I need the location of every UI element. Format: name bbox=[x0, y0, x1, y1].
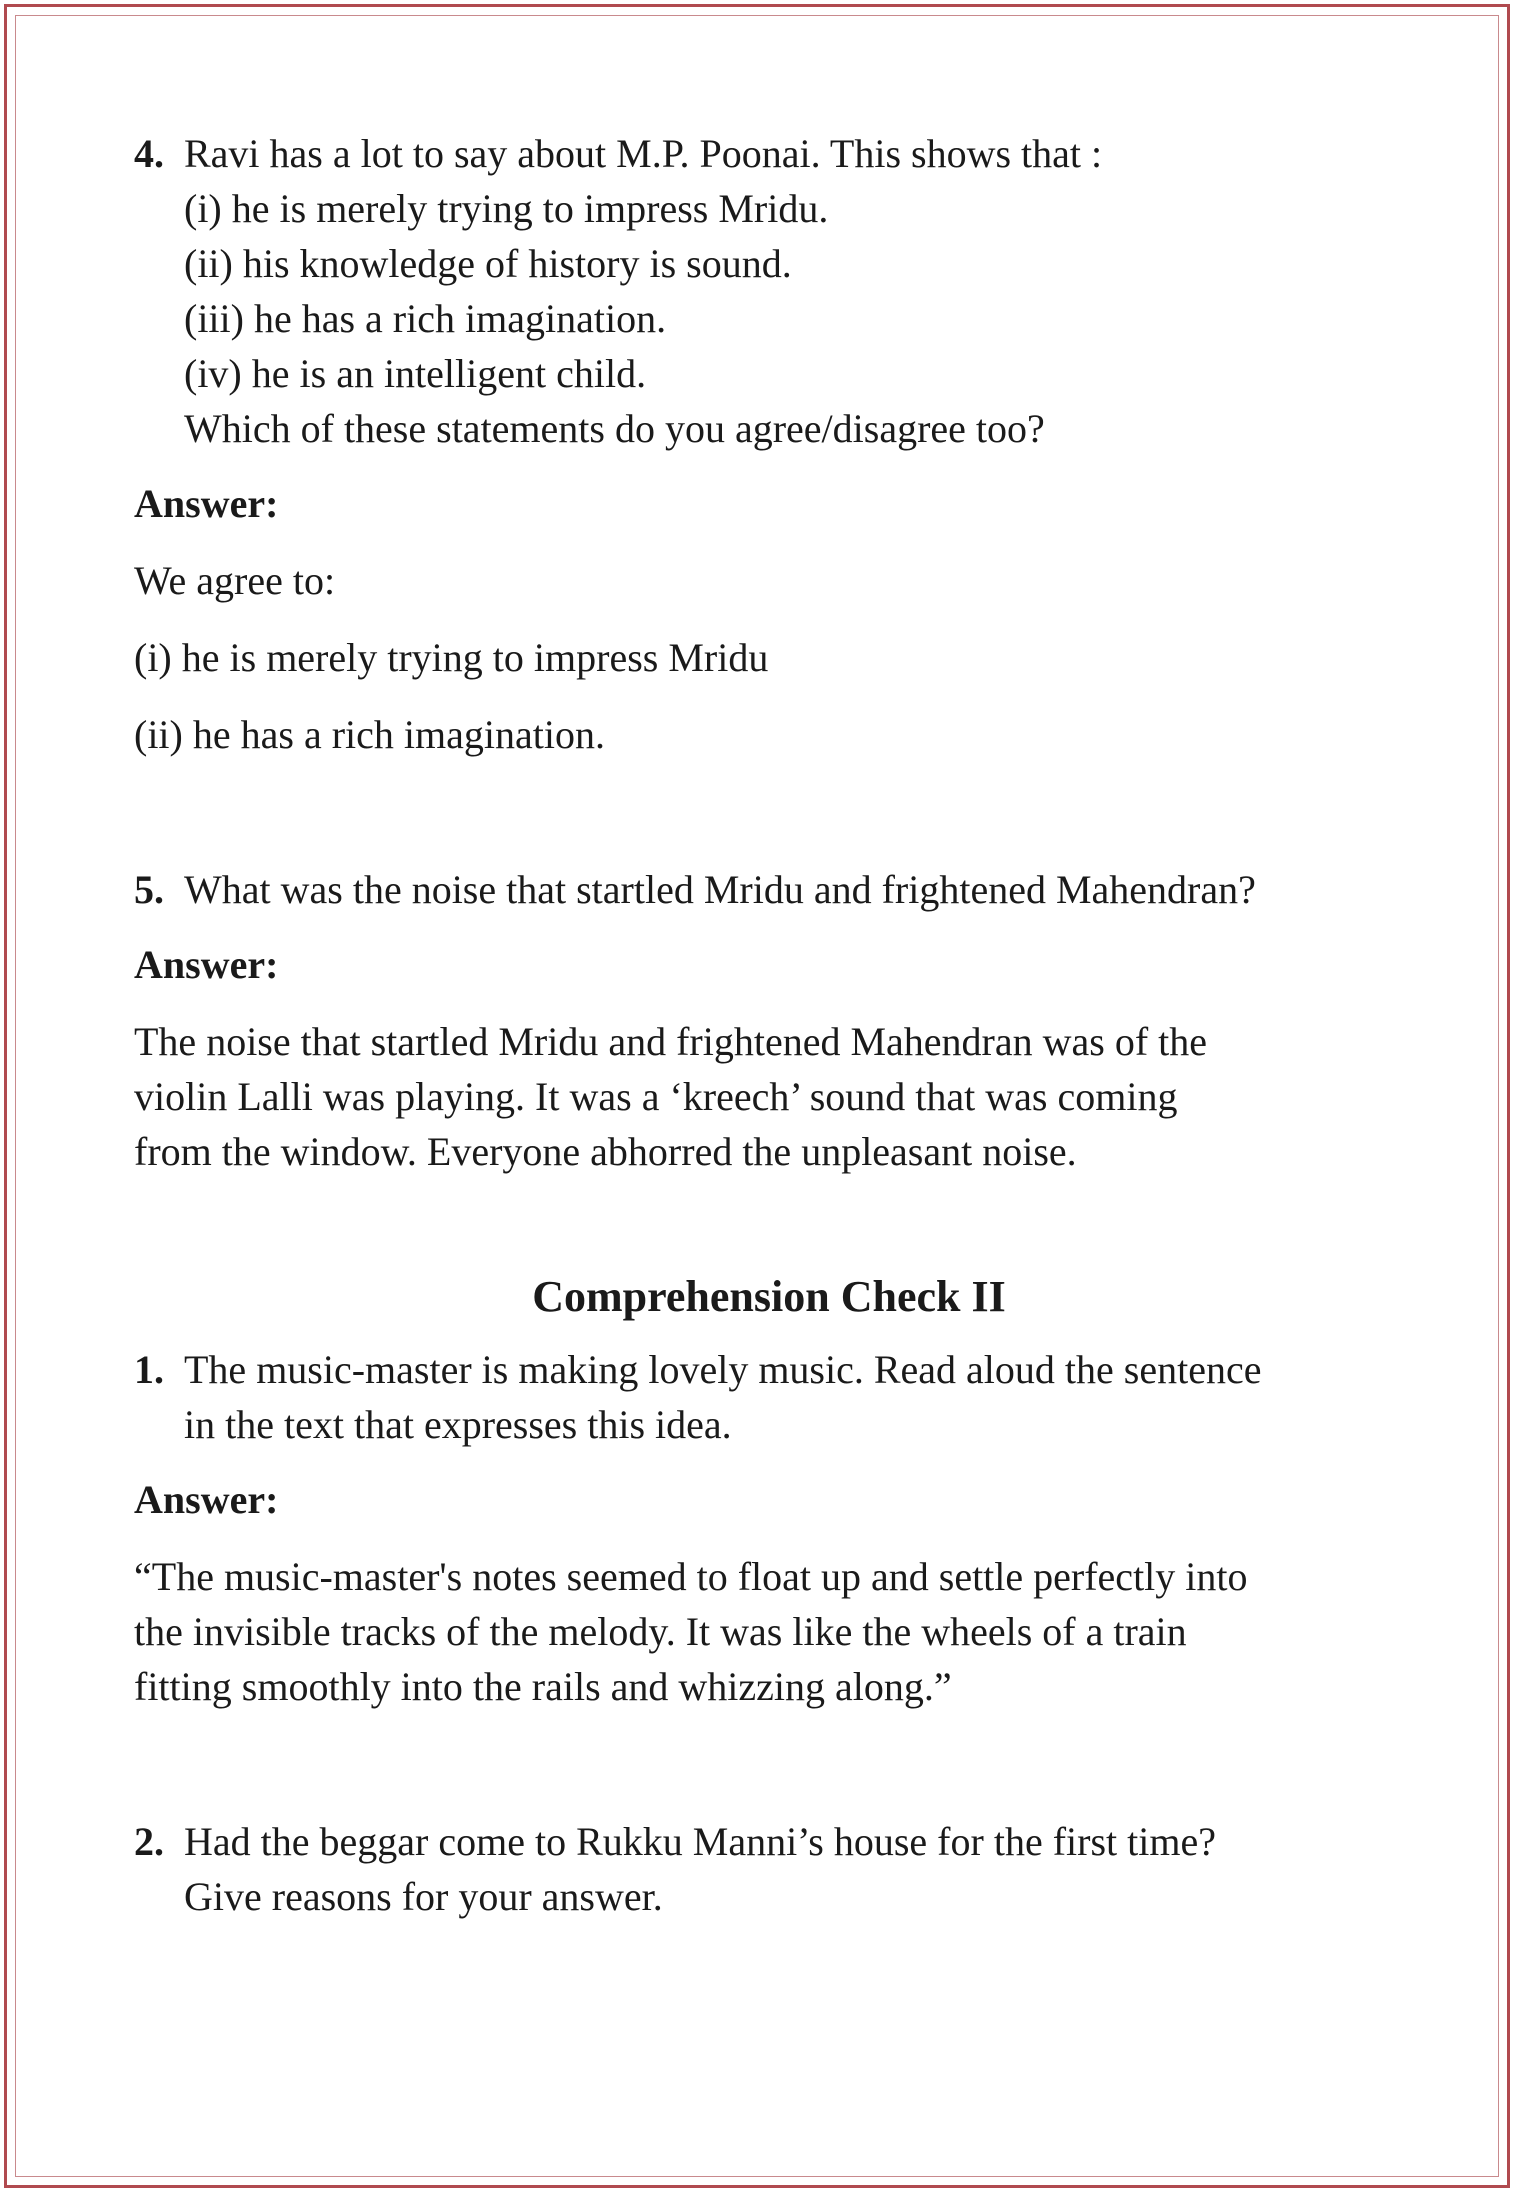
question-prompt: Which of these statements do you agree/disagree too? bbox=[184, 406, 1045, 451]
answer-line: (i) he is merely trying to impress Mridu bbox=[134, 635, 769, 680]
answer-line: the invisible tracks of the melody. It was like the wheels of a train bbox=[134, 1609, 1187, 1654]
answer-line: (ii) he has a rich imagination. bbox=[134, 712, 605, 757]
answer-line: We agree to: bbox=[134, 558, 336, 603]
answer-label: Answer: bbox=[134, 942, 279, 987]
question-text bbox=[184, 1342, 1404, 1452]
question-5 bbox=[134, 862, 1404, 917]
answer-line: fitting smoothly into the rails and whizzing along.” bbox=[134, 1664, 952, 1709]
check2-question-1 bbox=[134, 1342, 1404, 1452]
answer-paragraph bbox=[134, 1014, 1404, 1179]
question-line: in the text that expresses this idea. bbox=[184, 1402, 732, 1447]
question-4 bbox=[134, 126, 1404, 181]
option-iii: (iii) he has a rich imagination. bbox=[184, 296, 667, 341]
question-text bbox=[184, 1814, 1404, 1924]
option-iv: (iv) he is an intelligent child. bbox=[184, 351, 647, 396]
answer-paragraph bbox=[134, 1549, 1404, 1714]
question-number: 2. bbox=[134, 1819, 164, 1864]
section-heading: Comprehension Check II bbox=[532, 1272, 1006, 1321]
question-number: 1. bbox=[134, 1347, 164, 1392]
question-line: Had the beggar come to Rukku Manni’s house for the first time? bbox=[184, 1819, 1216, 1864]
option-ii: (ii) his knowledge of history is sound. bbox=[184, 241, 792, 286]
question-line: Give reasons for your answer. bbox=[184, 1874, 663, 1919]
question-text: What was the noise that startled Mridu and frightened Mahendran? bbox=[184, 867, 1256, 912]
answer-label: Answer: bbox=[134, 1477, 279, 1522]
page-content bbox=[134, 126, 1404, 1924]
answer-line: The noise that startled Mridu and frightened Mahendran was of the bbox=[134, 1019, 1208, 1064]
answer-line: “The music-master's notes seemed to float up and settle perfectly into bbox=[134, 1554, 1248, 1599]
question-4-options bbox=[134, 181, 1404, 456]
answer-line: violin Lalli was playing. It was a ‘kreech’ sound that was coming bbox=[134, 1074, 1178, 1119]
question-number: 5. bbox=[134, 867, 164, 912]
question-text: Ravi has a lot to say about M.P. Poonai. This shows that : bbox=[184, 131, 1103, 176]
option-i: (i) he is merely trying to impress Mridu. bbox=[184, 186, 829, 231]
question-line: The music-master is making lovely music. Read aloud the sentence bbox=[184, 1347, 1262, 1392]
question-number: 4. bbox=[134, 131, 164, 176]
check2-question-2 bbox=[134, 1814, 1404, 1924]
answer-line: from the window. Everyone abhorred the unpleasant noise. bbox=[134, 1129, 1077, 1174]
answer-label: Answer: bbox=[134, 481, 279, 526]
